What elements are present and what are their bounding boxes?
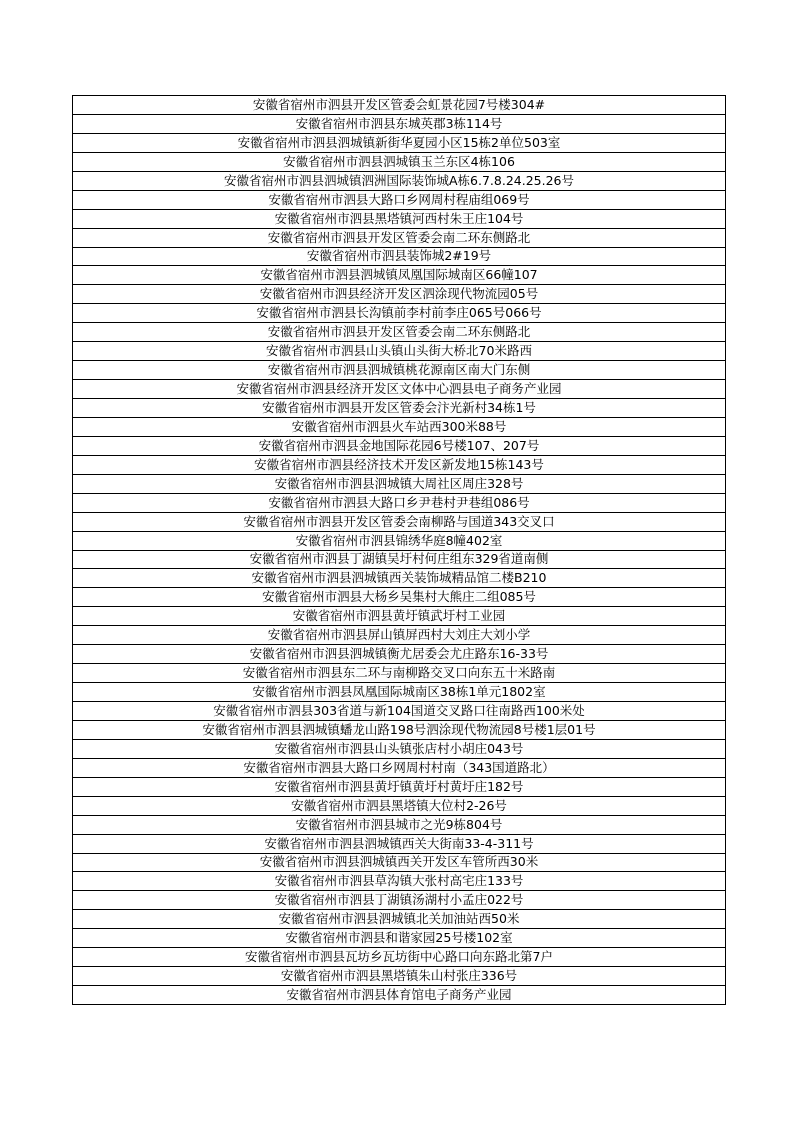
- address-cell: 安徽省宿州市泗县泗城镇大周社区周庄328号: [73, 474, 726, 493]
- table-row: [73, 342, 726, 361]
- address-cell: 安徽省宿州市泗县和谐家园25号楼102室: [73, 929, 726, 948]
- address-cell: 安徽省宿州市泗县黑塔镇大位村2-26号: [73, 796, 726, 815]
- table-row: [73, 266, 726, 285]
- table-row: [73, 891, 726, 910]
- table-row: [73, 304, 726, 323]
- address-cell: 安徽省宿州市泗县城市之光9栋804号: [73, 815, 726, 834]
- address-cell: 安徽省宿州市泗县凤凰国际城南区38栋1单元1802室: [73, 683, 726, 702]
- address-cell: 安徽省宿州市泗县山头镇山头街大桥北70米路西: [73, 342, 726, 361]
- address-cell: 安徽省宿州市泗县开发区管委会虹景花园7号楼304#: [73, 96, 726, 115]
- table-row: [73, 399, 726, 418]
- address-cell: 安徽省宿州市泗县丁湖镇吴圩村何庄组东329省道南侧: [73, 550, 726, 569]
- address-cell: 安徽省宿州市泗县黄圩镇武圩村工业园: [73, 607, 726, 626]
- table-row: [73, 967, 726, 986]
- address-cell: 安徽省宿州市泗县经济开发区文体中心泗县电子商务产业园: [73, 380, 726, 399]
- address-cell: 安徽省宿州市泗县丁湖镇汤湖村小孟庄022号: [73, 891, 726, 910]
- address-cell: 安徽省宿州市泗县开发区管委会南柳路与国道343交叉口: [73, 512, 726, 531]
- table-row: [73, 531, 726, 550]
- table-row: [73, 361, 726, 380]
- table-row: [73, 910, 726, 929]
- table-row: [73, 228, 726, 247]
- table-row: [73, 171, 726, 190]
- address-cell: 安徽省宿州市泗县火车站西300米88号: [73, 417, 726, 436]
- address-cell: 安徽省宿州市泗县大路口乡网周村程庙组069号: [73, 190, 726, 209]
- address-cell: 安徽省宿州市泗县泗城镇北关加油站西50米: [73, 910, 726, 929]
- table-row: [73, 758, 726, 777]
- table-row: [73, 285, 726, 304]
- address-cell: 安徽省宿州市泗县泗城镇凤凰国际城南区66幢107: [73, 266, 726, 285]
- address-cell: 安徽省宿州市泗县泗城镇蟠龙山路198号泗涂现代物流园8号楼1层01号: [73, 720, 726, 739]
- table-row: [73, 152, 726, 171]
- address-cell: 安徽省宿州市泗县体育馆电子商务产业园: [73, 986, 726, 1005]
- address-cell: 安徽省宿州市泗县开发区管委会南二环东侧路北: [73, 323, 726, 342]
- table-row: [73, 133, 726, 152]
- table-row: [73, 739, 726, 758]
- table-row: [73, 720, 726, 739]
- address-cell: 安徽省宿州市泗县瓦坊乡瓦坊街中心路口向东路北第7户: [73, 948, 726, 967]
- table-row: [73, 929, 726, 948]
- address-cell: 安徽省宿州市泗县泗城镇西关开发区车管所西30米: [73, 853, 726, 872]
- table-row: [73, 815, 726, 834]
- address-cell: 安徽省宿州市泗县屏山镇屏西村大刘庄大刘小学: [73, 626, 726, 645]
- table-row: [73, 114, 726, 133]
- table-row: [73, 455, 726, 474]
- address-cell: 安徽省宿州市泗县山头镇张店村小胡庄043号: [73, 739, 726, 758]
- table-row: [73, 834, 726, 853]
- address-cell: 安徽省宿州市泗县泗城镇新街华夏园小区15栋2单位503室: [73, 133, 726, 152]
- address-cell: 安徽省宿州市泗县泗城镇玉兰东区4栋106: [73, 152, 726, 171]
- address-cell: 安徽省宿州市泗县经济技术开发区新发地15栋143号: [73, 455, 726, 474]
- table-row: [73, 417, 726, 436]
- address-cell: 安徽省宿州市泗县黄圩镇黄圩村黄圩庄182号: [73, 777, 726, 796]
- table-row: [73, 664, 726, 683]
- address-cell: 安徽省宿州市泗县泗城镇衡尤居委会尤庄路东16-33号: [73, 645, 726, 664]
- table-row: [73, 493, 726, 512]
- address-cell: 安徽省宿州市泗县长沟镇前李村前李庄065号066号: [73, 304, 726, 323]
- table-row: [73, 550, 726, 569]
- table-row: [73, 872, 726, 891]
- address-cell: 安徽省宿州市泗县泗城镇桃花源南区南大门东侧: [73, 361, 726, 380]
- address-cell: 安徽省宿州市泗县大路口乡网周村村南（343国道路北）: [73, 758, 726, 777]
- table-row: [73, 512, 726, 531]
- table-row: [73, 948, 726, 967]
- table-row: [73, 474, 726, 493]
- table-row: [73, 986, 726, 1005]
- address-cell: 安徽省宿州市泗县泗城镇西关装饰城精品馆二楼B210: [73, 569, 726, 588]
- address-cell: 安徽省宿州市泗县开发区管委会南二环东侧路北: [73, 228, 726, 247]
- address-table-body: [73, 96, 726, 1005]
- address-table: [72, 95, 726, 1005]
- address-cell: 安徽省宿州市泗县大杨乡吴集村大熊庄二组085号: [73, 588, 726, 607]
- table-row: [73, 190, 726, 209]
- address-cell: 安徽省宿州市泗县黑塔镇河西村朱王庄104号: [73, 209, 726, 228]
- address-cell: 安徽省宿州市泗县303省道与新104国道交叉路口往南路西100米处: [73, 702, 726, 721]
- table-row: [73, 209, 726, 228]
- table-row: [73, 853, 726, 872]
- address-cell: 安徽省宿州市泗县草沟镇大张村高宅庄133号: [73, 872, 726, 891]
- table-row: [73, 626, 726, 645]
- address-cell: 安徽省宿州市泗县大路口乡尹巷村尹巷组086号: [73, 493, 726, 512]
- address-cell: 安徽省宿州市泗县锦绣华庭8幢402室: [73, 531, 726, 550]
- table-row: [73, 796, 726, 815]
- address-cell: 安徽省宿州市泗县泗城镇泗洲国际装饰城A栋6.7.8.24.25.26号: [73, 171, 726, 190]
- table-row: [73, 702, 726, 721]
- table-row: [73, 247, 726, 266]
- address-cell: 安徽省宿州市泗县装饰城2#19号: [73, 247, 726, 266]
- table-row: [73, 588, 726, 607]
- table-row: [73, 607, 726, 626]
- address-cell: 安徽省宿州市泗县经济开发区泗涂现代物流园05号: [73, 285, 726, 304]
- table-row: [73, 436, 726, 455]
- table-row: [73, 380, 726, 399]
- address-cell: 安徽省宿州市泗县泗城镇西关大街南33-4-311号: [73, 834, 726, 853]
- address-cell: 安徽省宿州市泗县金地国际花园6号楼107、207号: [73, 436, 726, 455]
- table-row: [73, 96, 726, 115]
- table-row: [73, 569, 726, 588]
- table-row: [73, 683, 726, 702]
- table-row: [73, 777, 726, 796]
- address-cell: 安徽省宿州市泗县东城英郡3栋114号: [73, 114, 726, 133]
- address-cell: 安徽省宿州市泗县开发区管委会汴光新村34栋1号: [73, 399, 726, 418]
- address-cell: 安徽省宿州市泗县东二环与南柳路交叉口向东五十米路南: [73, 664, 726, 683]
- address-cell: 安徽省宿州市泗县黑塔镇朱山村张庄336号: [73, 967, 726, 986]
- table-row: [73, 323, 726, 342]
- table-row: [73, 645, 726, 664]
